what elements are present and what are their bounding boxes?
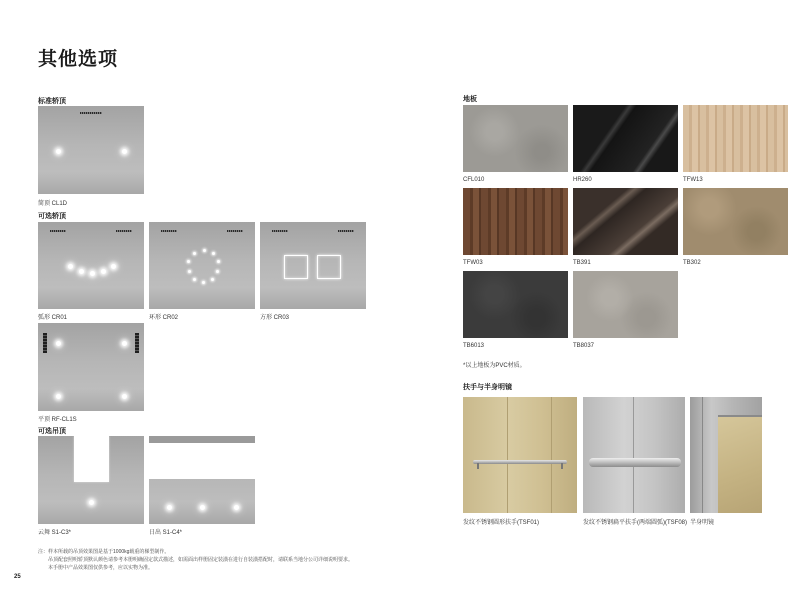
caption-s1-c3: 云舞 S1-C3* [38,530,72,536]
footnotes [38,548,418,572]
caption-tb302: TB302 [683,260,701,266]
ceiling-image-cr03 [260,222,366,309]
caption-tb391: TB391 [573,260,591,266]
caption-cr01: 弧形 CR01 [38,315,68,321]
caption-tb8037: TB8037 [573,343,595,349]
caption-tb6013: TB6013 [463,343,485,349]
floor-swatch-tb302 [683,188,788,255]
section-heading-optional-ceiling: 可选轿顶 [38,213,66,220]
section-heading-standard-ceiling: 标准轿顶 [38,98,66,105]
mirror-image-half-body [690,397,762,513]
caption-s1-c4: 日出 S1-C4* [149,530,183,536]
caption-cr03: 方形 CR03 [260,315,290,321]
ceiling-image-cr02 [149,222,255,309]
caption-tfw13: TFW13 [683,177,703,183]
section-heading-flooring: 地板 [463,96,477,103]
section-heading-handrail: 扶手与半身明镜 [463,384,512,391]
caption-hr260: HR260 [573,177,592,183]
flooring-note: *以上地板为PVC材质。 [463,363,526,369]
handrail-image-tsf01 [463,397,577,513]
handrail-image-tsf08 [583,397,685,513]
floor-swatch-cfl010 [463,105,568,172]
ceiling-image-cr01 [38,222,144,309]
caption-tsf08: 发纹不锈钢扁平扶手(两端圆弧)(TSF08) [583,520,687,526]
ceiling-image-rf-cl1s [38,323,144,411]
footnote-2: 吊顶配套照明轿顶默认颜色请参考本册明确固定款式描述，如需面出样册固定装潢在进行自装潢搭配时，请联系当地分公司详细说明要求。 [48,557,354,563]
footnote-3: 本手册中产品效果图仅供参考，应以实物为准。 [48,565,154,571]
floor-swatch-hr260 [573,105,678,172]
floor-swatch-tb6013 [463,271,568,338]
caption-tfw03: TFW03 [463,260,483,266]
caption-cl1d: 简顶 CL1D [38,201,68,207]
floor-swatch-tb391 [573,188,678,255]
ceiling-image-s1-c3 [38,436,144,524]
floor-swatch-tb8037 [573,271,678,338]
floor-swatch-tfw03 [463,188,568,255]
page-title: 其他选项 [38,49,119,70]
caption-tsf01: 发纹不锈钢圆形扶手(TSF01) [463,520,540,526]
caption-rf-cl1s: 平顶 RF-CL1S [38,417,77,423]
page-number: 25 [14,574,21,580]
ceiling-image-cl1d [38,106,144,194]
ceiling-image-s1-c4 [149,436,255,524]
caption-cr02: 环形 CR02 [149,315,179,321]
footnote-1: 注：样本所载的吊顶效果图是基于1000kg载重的梯型制作。 [38,549,170,555]
floor-swatch-tfw13 [683,105,788,172]
caption-half-mirror: 半身明镜 [690,520,715,526]
caption-cfl010: CFL010 [463,177,485,183]
section-heading-suspended-ceiling: 可选吊顶 [38,428,66,435]
